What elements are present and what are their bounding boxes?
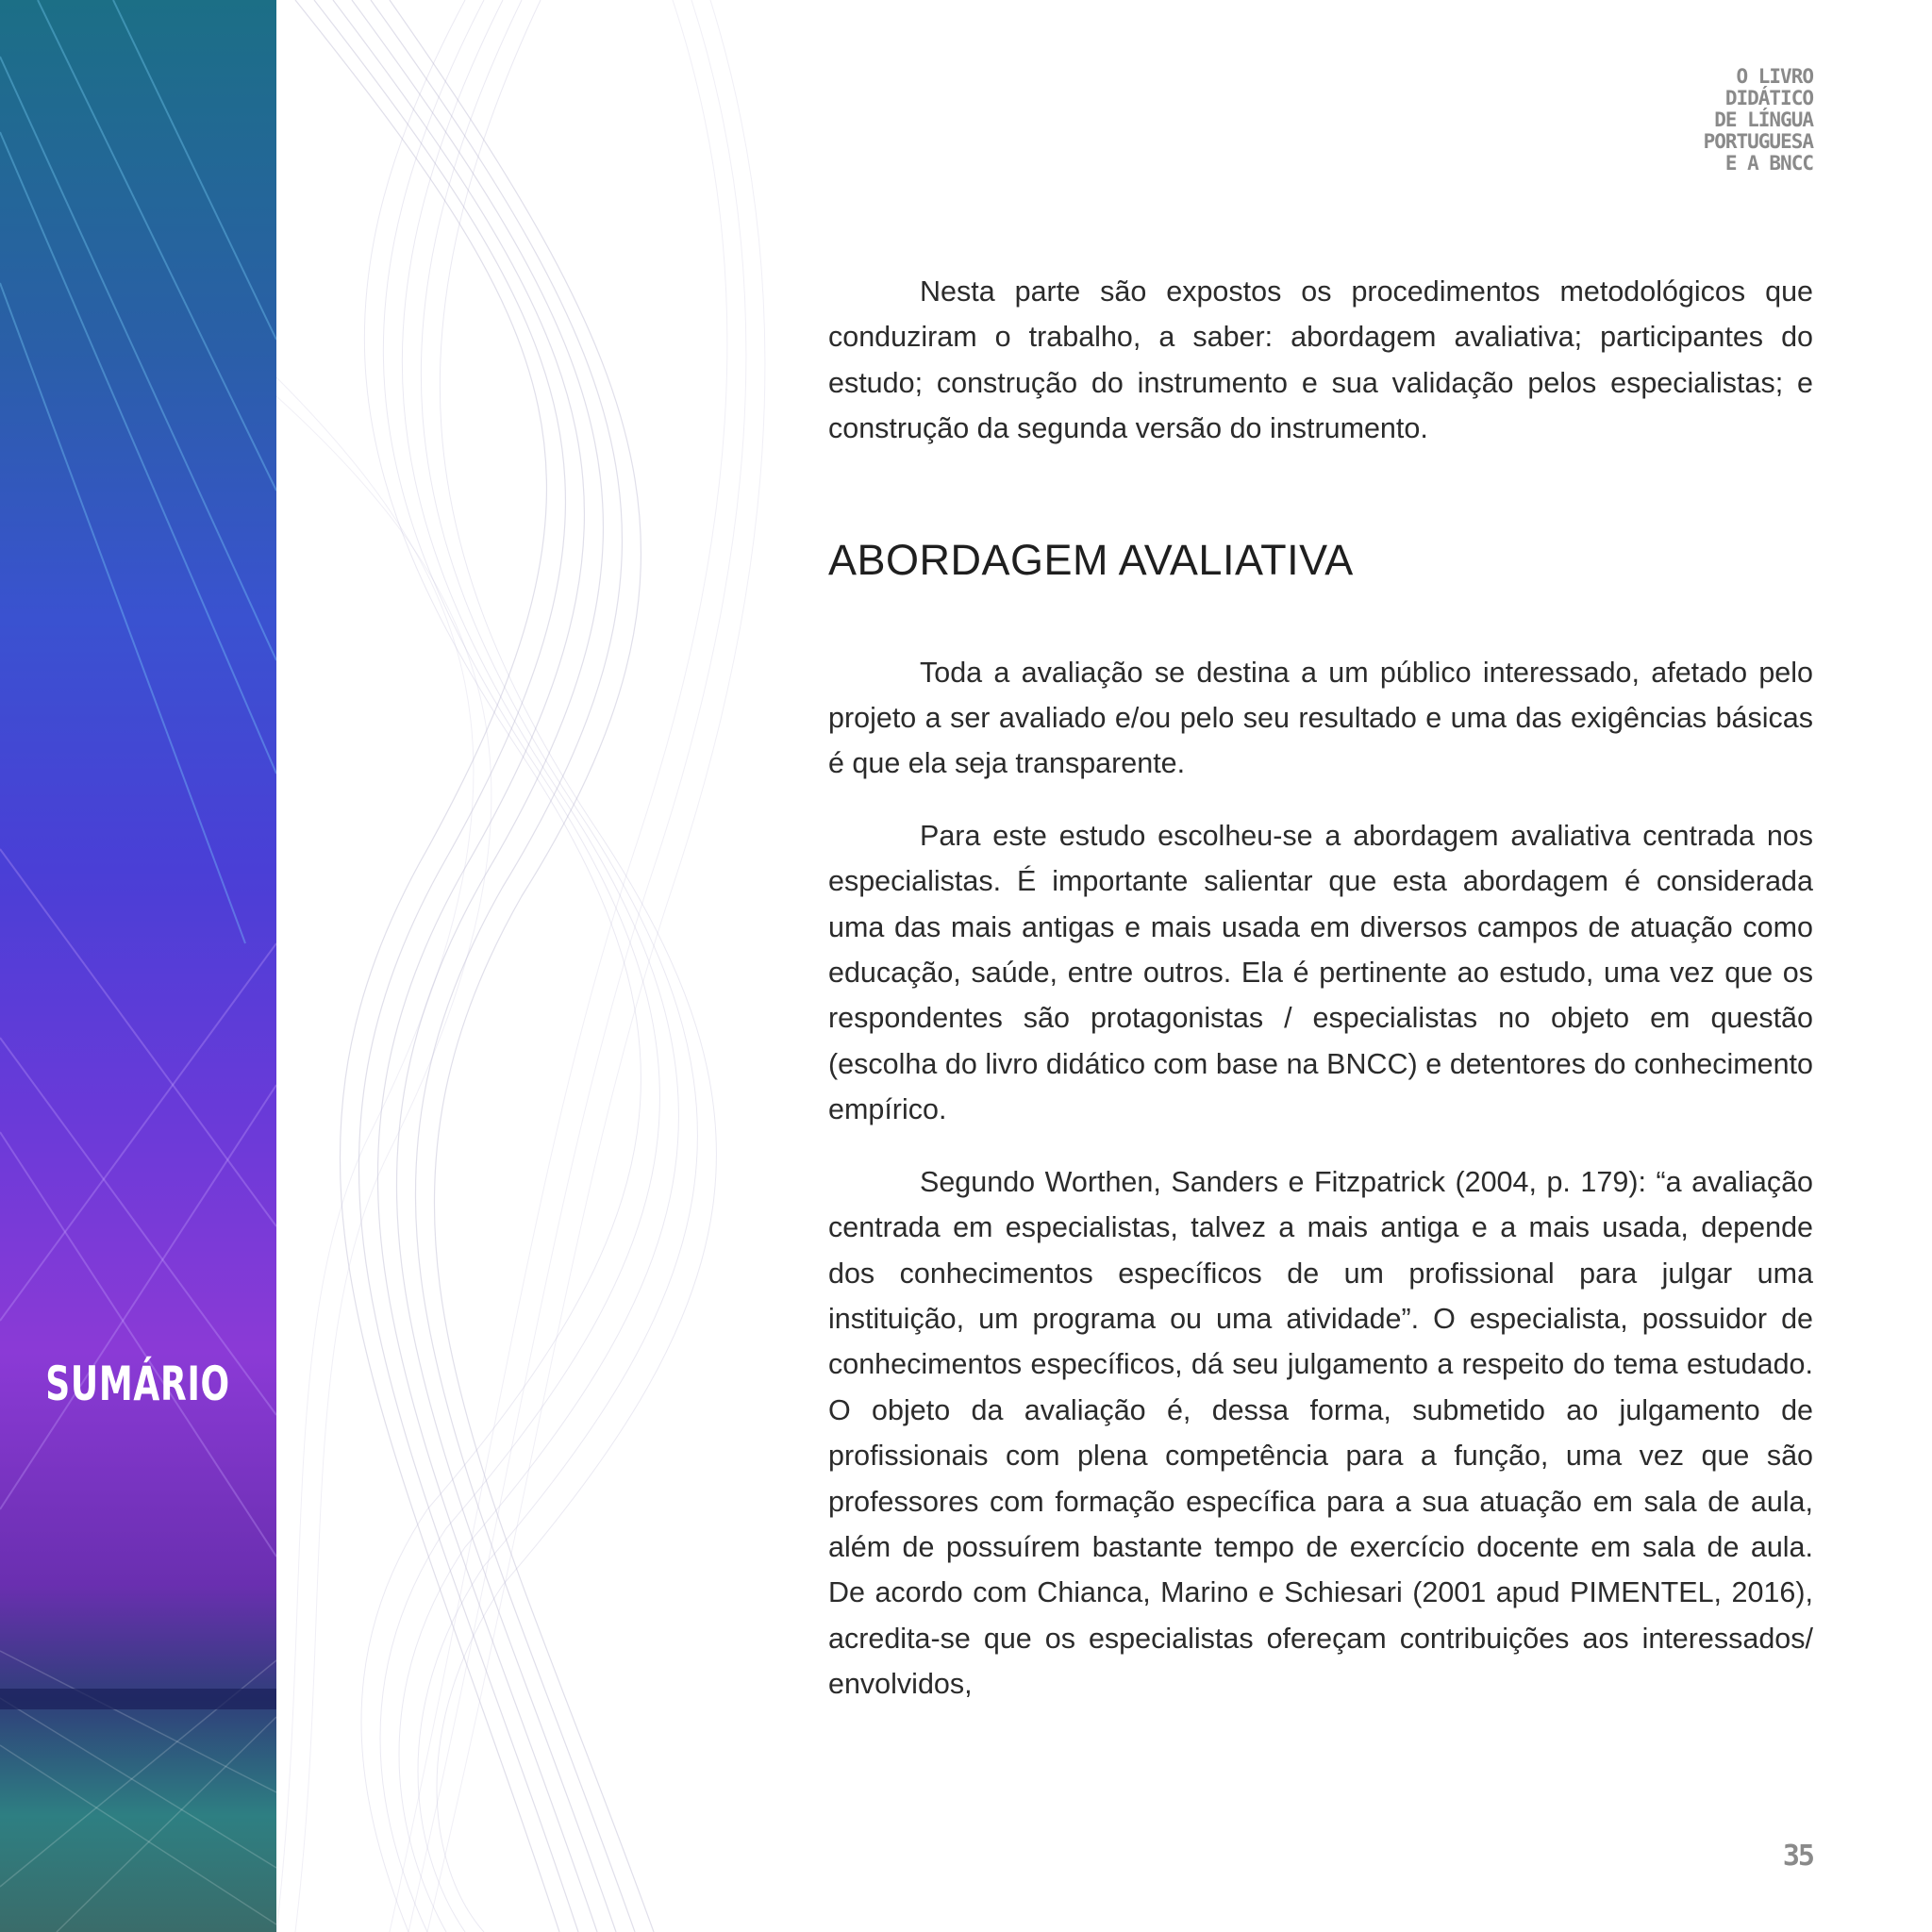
body-paragraph: Segundo Worthen, Sanders e Fitzpatrick (2004, p. 179): “a avaliação centrada em especialistas, talvez a mais antiga e a mais usada, depende dos conhecimentos específicos de um profissional para julgar uma instituição, um programa ou uma atividade”. O especialista, possuidor de conhecimentos específicos, dá seu julgamento a respeito do tema estudado. O objeto da avaliação é, dessa forma, submetido ao julgamento de profissionais com plena competência para a função, uma vez que são professores com formação específica para a sua atuação em sala de aula, além de possuírem bastante tempo de exercício docente em sala de aula. De acordo com Chianca, Marino e Schiesari (2001 apud PIMENTEL, 2016), acredita-se que os especialistas ofereçam contribuições aos interessados/ envolvidos,	[828, 1165, 1813, 1701]
running-header-line: DIDÁTICO	[1724, 87, 1813, 109]
running-header-line: PORTUGUESA	[1703, 130, 1813, 153]
running-header-line: O LIVRO	[1736, 65, 1813, 88]
page-number: 35	[1782, 1840, 1813, 1873]
sidebar-decorative-strip	[0, 0, 276, 1932]
running-header-line: E A BNCC	[1724, 152, 1813, 175]
intro-paragraph: Nesta parte são expostos os procedimentos metodológicos que conduziram o trabalho, a saber: abordagem avaliativa; participantes do estudo; construção do instrumento e sua validação pelos especialistas; e construção da segunda versão do instrumento.	[828, 275, 1813, 445]
running-header	[1568, 66, 1813, 175]
decorative-wave-lines	[276, 0, 805, 1932]
running-header-line: DE LÍNGUA	[1714, 108, 1813, 131]
sidebar-light-streaks	[0, 0, 276, 1932]
sumario-link[interactable]: SUMÁRIO	[45, 1357, 230, 1411]
section-heading: ABORDAGEM AVALIATIVA	[828, 535, 1354, 584]
body-paragraph: Para este estudo escolheu-se a abordagem avaliativa centrada nos especialistas. É importante salientar que esta abordagem é considerada uma das mais antigas e mais usada em diversos campos de atuação como educação, saúde, entre outros. Ela é pertinente ao estudo, uma vez que os respondentes são protagonistas / especialistas no objeto em questão (escolha do livro didático com base na BNCC) e detentores do conhecimento empírico.	[828, 819, 1813, 1126]
body-paragraph: Toda a avaliação se destina a um público interessado, afetado pelo projeto a ser avaliado e/ou pelo seu resultado e uma das exigências básicas é que ela seja transparente.	[828, 656, 1813, 780]
main-content	[828, 269, 1813, 1734]
